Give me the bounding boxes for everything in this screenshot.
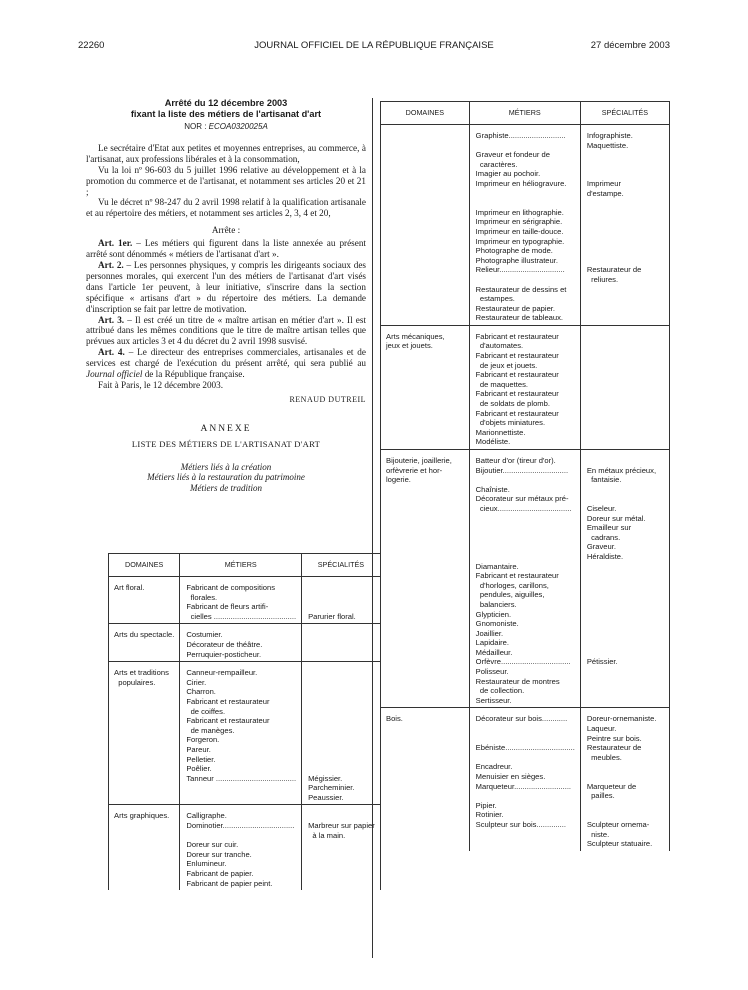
annexe-title: ANNEXE [200,423,252,434]
cell-line: Décorateur sur bois............ [475,714,568,724]
cell-line: Mégissier. [308,773,343,783]
article-4: Art. 4. – Le directeur des entreprises commerciales, artisanales et de services est chargé de l'exécution du présent arrêté, qui sera publié au Journal officiel de la République française. [86,347,366,380]
metiers-cell [469,450,580,708]
cell-line [587,590,664,600]
cell-line: Arts du spectacle. [114,630,175,640]
metiers-cell [180,577,302,624]
cell-line [587,160,664,170]
cell-line [587,571,664,581]
metiers-cell [469,708,580,851]
cell-line [587,217,664,227]
cell-line [308,687,375,697]
cell-line: d'horloges, carillons, [475,580,549,590]
cell-line: niste. [586,829,610,839]
table-row [109,624,381,662]
cell-line [587,208,664,218]
issue-date: 27 décembre 2003 [590,40,670,51]
cell-line: d'objets miniatures. [475,418,546,428]
cell-line: Sculpteur ornema- [586,819,650,829]
preamble-secretaire: Le secrétaire d'Etat aux petites et moyennes entreprises, au commerce, à l'artisanat, aux professions libérales et à la consommation, [86,142,366,164]
cell-line: Poêlier. [186,764,212,774]
cell-line: fantaisie. [586,475,622,485]
cell-line: En métaux précieux, [586,465,657,475]
header-domaines: DOMAINES [109,554,180,577]
cell-line [186,831,296,841]
cell-line: Fabricant de compositions [186,583,275,592]
preamble-loi: Vu la loi nº 96-603 du 5 juillet 1996 relative au développement et à la promotion du commerce et de l'artisanat, et notamment ses articles 20 et 21 ; [86,164,366,197]
cell-line [476,189,575,199]
cell-line: Photographe illustrateur. [475,255,558,265]
cell-line: Restaurateur de [586,743,642,753]
cell-line: Relieur............................... [475,265,565,275]
cell-line [308,583,375,593]
cell-line: Imprimeur en sérigraphie. [475,217,563,227]
cell-line [308,668,375,678]
specialites-cell [580,450,669,708]
cell-line [587,610,664,620]
cell-line: Laqueur. [586,724,617,734]
cell-line: logerie. [386,475,411,485]
cell-line: de soldats de plomb. [475,399,550,409]
cell-line: Restaurateur de tableaux. [475,313,564,323]
cell-line: Pelletier. [186,754,216,764]
table-row [381,708,670,851]
cell-line [476,514,575,524]
cell-line [476,753,575,763]
cell-line [587,237,664,247]
cell-line: Maquettiste. [586,140,629,150]
cell-line: Tanneur ...................................... [186,773,297,783]
cell-line: Fabricant et restaurateur [475,408,559,418]
cell-line [308,764,375,774]
table-row [381,325,670,449]
annexe-subtitles: Métiers liés à la création Métiers liés à la restauration du patrimoine Métiers de tradition [147,461,305,493]
cell-line: Enlumineur. [186,859,227,869]
cell-line [587,581,664,591]
domaine-cell [381,125,470,326]
cell-line [308,726,375,736]
cell-line: Calligraphe. [186,811,227,821]
cell-line: Imprimeur en typographie. [475,236,565,246]
cell-line: pendules, aiguilles, [475,590,545,600]
left-table-body [109,577,381,891]
cell-line [308,593,375,603]
annexe-liste: LISTE DES MÉTIERS DE L'ARTISANAT D'ART [131,438,321,449]
cell-line [308,602,375,612]
cell-line: pailles. [586,791,615,801]
cell-line [476,791,575,801]
cell-line: de maquettes. [475,379,529,389]
table-row [109,662,381,805]
cell-line [476,198,575,208]
cell-line: Marbreur sur papier [308,821,375,831]
domaine-cell [109,577,180,624]
specialites-cell [580,325,669,449]
cell-line: Arts graphiques. [114,811,170,821]
cell-line [308,707,375,717]
cell-line: Fabricant et restaurateur [475,370,559,380]
domaine-cell [381,450,470,708]
cell-line [308,678,375,688]
cell-line: Peaussier. [308,792,344,802]
cell-line: Héraldiste. [586,551,624,561]
cell-line: Arts et traditions [114,668,169,678]
cell-line [308,735,375,745]
cell-line: Lapidaire. [475,638,510,648]
cell-line: Orfèvre................................. [475,657,571,667]
domaine-cell [381,325,470,449]
cell-line [587,198,664,208]
cell-line: Bois. [386,714,403,724]
cell-line [587,629,664,639]
metiers-cell [469,125,580,326]
cell-line [476,141,575,151]
cell-line: Imprimeur en héliogravure. [475,178,567,188]
domaine-cell [109,662,180,805]
cell-line: Parcheminier. [308,783,355,793]
cell-line: Restaurateur de papier. [475,303,556,313]
cell-line: Costumier. [186,630,223,640]
cell-line: Restaurateur de [586,265,642,275]
cell-line: Glypticien. [475,609,512,619]
cell-line: Fabricant et restaurateur [186,696,270,706]
cell-line: Charron. [186,687,216,697]
cell-line: Doreur sur tranche. [186,849,252,859]
cell-line: jeux et jouets. [386,341,433,351]
cell-line: Art floral. [114,583,145,592]
cell-line [587,600,664,610]
signature: RENAUD DUTREIL [289,394,366,404]
cell-line: Imprimeur en lithographie. [475,207,564,217]
domaine-cell [109,805,180,890]
article-2: Art. 2. – Les personnes physiques, y compris les dirigeants sociaux des personnes morales, qui exercent l'un des métiers de l'artisanat d'art visés dans l'article 1er peuvent, à leur initiative, s'inscrire dans la section spécifique « artisans d'art » du répertoire des métiers. La demande d'inscription se fait par lettre de motivation. [86,259,366,314]
cell-line: Batteur d'or (tireur d'or). [475,456,556,465]
cell-line [587,485,664,495]
cell-line: Pipier. [475,800,497,810]
cell-line [587,648,664,658]
cell-line [587,150,664,160]
cell-line [308,697,375,707]
cell-line [476,275,575,285]
specialites-cell [580,708,669,851]
cell-line: Graveur et fondeur de [475,150,550,160]
cell-line [308,755,375,765]
cell-line: Doreur sur cuir. [186,840,239,850]
cell-line: Graphiste........................... [475,131,566,140]
header-metiers: MÉTIERS [469,102,580,125]
cell-line: Dominotier.................................. [186,821,295,831]
cell-line: Bijoutier............................... [475,465,569,475]
specialites-cell [302,577,381,624]
cell-line [587,227,664,237]
right-table-body [381,125,670,851]
cell-line [587,810,664,820]
cell-line [587,801,664,811]
table-row [109,805,381,890]
cell-line: Joaillier. [475,628,504,638]
cell-line: Imagier au pochoir. [475,169,541,179]
cell-line: Fabricant de papier. [186,869,254,879]
cell-line: balanciers. [475,599,517,609]
cell-line: Décorateur sur métaux pré- [475,494,569,504]
cell-line: de manèges. [186,725,235,735]
cell-line: Pétissier. [586,657,618,667]
cell-line: Imprimeur en taille-douce. [475,226,564,236]
cell-line: Encadreur. [475,762,513,772]
page-number: 22260 [78,40,105,51]
cell-line: cadrans. [586,532,621,542]
header-domaines: DOMAINES [381,102,470,125]
metiers-cell [469,325,580,449]
cell-line: Menuisier en sièges. [475,772,546,781]
cell-line [308,716,375,726]
header-specialites: SPÉCIALITÉS [302,554,381,577]
cell-line: Fabricant de papier peint. [186,878,273,888]
fait-a-paris: Fait à Paris, le 12 décembre 2003. [98,379,224,390]
cell-line: populaires. [114,677,156,687]
cell-line: Canneur-rempailleur. [186,668,258,678]
cell-line: Arts mécaniques, [386,331,445,341]
specialites-cell [580,125,669,326]
cell-line: Décorateur de théâtre. [186,639,263,649]
cell-line: Doreur sur métal. [586,513,646,523]
cell-line: d'automates. [475,341,524,351]
left-column [86,98,366,493]
cell-line: Emailleur sur [586,523,632,533]
cell-line: Modéliste. [475,437,511,447]
cell-line: cieux................................... [475,503,572,513]
header-metiers: MÉTIERS [180,554,302,577]
metiers-cell [180,624,302,662]
cell-line [587,169,664,179]
table-row [381,125,670,326]
cell-line: florales. [186,592,218,602]
cell-line: Fabricant et restaurateur [475,351,559,361]
cell-line: Parurier floral. [308,611,356,621]
cell-line [476,475,575,485]
cell-line: Photographe de mode. [475,246,553,256]
cell-line: Infographiste. [586,131,633,140]
cell-line: Restaurateur de dessins et [475,284,567,294]
cell-line: Fabricant et restaurateur [186,716,270,726]
cell-line: Marionnettiste. [475,427,526,437]
cell-line: meubles. [586,752,622,762]
cell-line: Doreur-ornemaniste. [586,714,657,724]
cell-line: Perruquier-posticheur. [186,649,262,659]
cell-line: à la main. [308,830,346,840]
cell-line [476,523,575,533]
specialites-cell [302,624,381,662]
cell-line [308,811,375,821]
cell-line [476,542,575,552]
cell-line [587,256,664,266]
cell-line [476,734,575,744]
arrete-title: Arrêté du 12 décembre 2003 fixant la liste des métiers de l'artisanat d'art [130,98,322,119]
cell-line: Diamantaire. [475,561,519,571]
table-row [109,577,381,624]
cell-line [587,638,664,648]
cell-line: Fabricant de fleurs artifi- [186,602,269,612]
cell-line [308,745,375,755]
cell-line [587,494,664,504]
cell-line: reliures. [586,274,619,284]
cell-line: Ciseleur. [586,503,617,513]
preamble-decret: Vu le décret nº 98-247 du 2 avril 1998 relatif à la qualification artisanale et au répertoire des métiers, et notamment ses articles 2, 3, 4 et 20, [86,197,366,219]
cell-line [587,772,664,782]
arrete-word: Arrête : [211,225,241,236]
cell-line: Médailleur. [475,647,513,657]
cell-line [587,762,664,772]
cell-line: de jeux et jouets. [475,360,538,370]
header-specialites: SPÉCIALITÉS [580,102,669,125]
metiers-cell [180,805,302,890]
specialites-cell [302,662,381,805]
cell-line: Sertisseur. [475,695,512,705]
cell-line: Rotinier. [475,810,504,820]
cell-line: de coiffes. [186,706,226,716]
metiers-cell [180,662,302,805]
cell-line [476,533,575,543]
cell-line: Marqueteur........................... [475,781,572,791]
cell-line: Sculpteur sur bois.............. [475,819,566,829]
metiers-table-right [380,101,670,851]
cell-line: Ebéniste................................. [475,743,575,753]
article-1: Art. 1er. – Les métiers qui figurent dans la liste annexée au présent arrêté sont dénommés « métiers de l'artisanat d'art ». [86,238,366,260]
cell-line: Forgeron. [186,735,220,745]
cell-line: Peintre sur bois. [586,733,642,743]
cell-line: Chaîniste. [475,484,510,494]
cell-line [587,562,664,572]
cell-line [476,724,575,734]
cell-line: estampes. [475,294,515,304]
cell-line [587,619,664,629]
cell-line: Gnomoniste. [475,619,519,629]
cell-line [587,246,664,256]
cell-line: Marqueteur de [586,781,637,791]
cell-line: cielles ....................................... [186,611,297,621]
cell-line: Sculpteur statuaire. [586,839,653,849]
domaine-cell [109,624,180,662]
cell-line: d'estampe. [586,188,624,198]
cell-line: de collection. [475,686,525,696]
cell-line: Fabricant et restaurateur [475,331,559,341]
cell-line: Restaurateur de montres [475,676,560,686]
article-3: Art. 3. – Il est créé un titre de « maître artisan en métier d'art ». Il est attribué dans les mêmes conditions que le titre de maître artisan telles que prévues aux articles 3 et 4 du décret du 2 avril 1998 susvisé. [86,314,366,347]
cell-line [476,552,575,562]
cell-line: orfèvrerie et hor- [386,465,443,475]
cell-line: Fabricant et restaurateur [475,389,559,399]
journal-title: JOURNAL OFFICIEL DE LA RÉPUBLIQUE FRANÇAISE [254,40,494,51]
cell-line [587,456,664,466]
cell-line: Bijouterie, joaillerie, [386,456,452,465]
cell-line: Pareur. [186,744,211,754]
cell-line: caractères. [475,159,518,169]
metiers-table-left [108,553,381,890]
cell-line: Imprimeur [586,178,622,188]
cell-line: Graveur. [586,542,616,552]
cell-line: Polisseur. [475,667,509,677]
cell-line: Cirier. [186,677,207,687]
domaine-cell [381,708,470,851]
cell-line: Fabricant et restaurateur [475,571,559,581]
specialites-cell [302,805,381,890]
table-row [381,450,670,708]
nor-reference: NOR : ECOA0320025A [184,122,268,131]
